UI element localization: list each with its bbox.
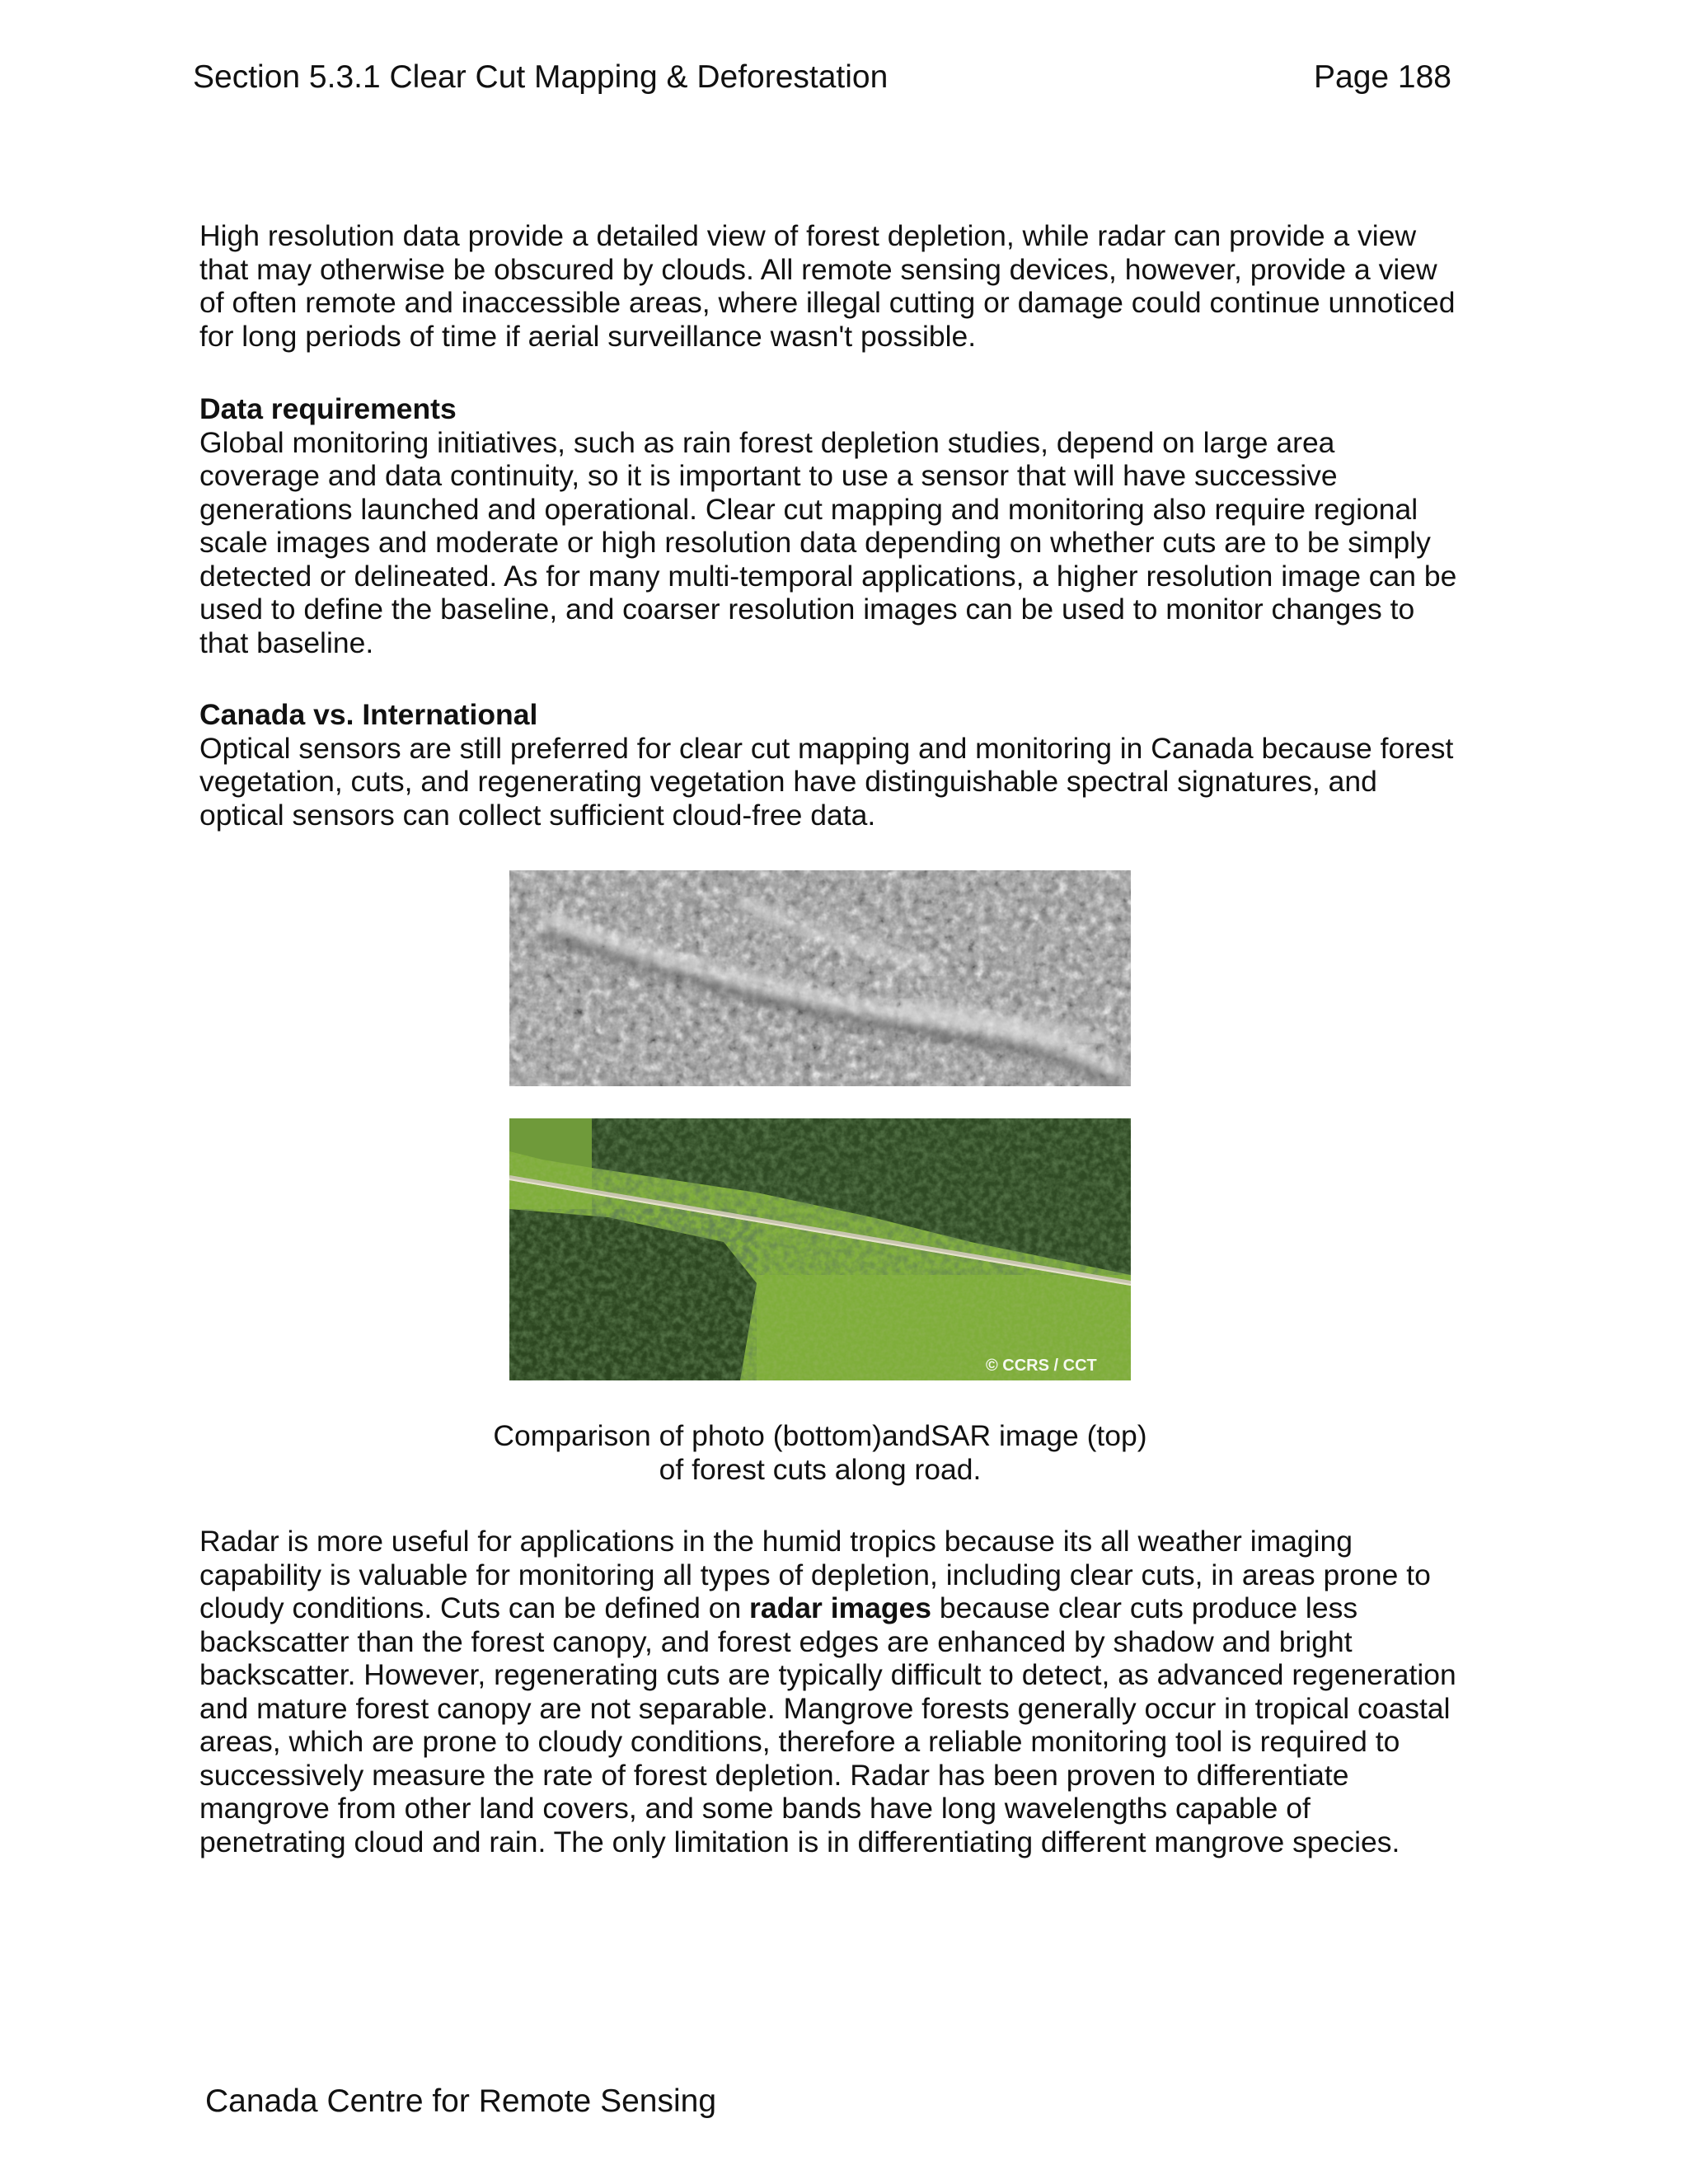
radar-text-before: Radar is more useful for applications in the humid tropics because its all weather imaging capability is valuable for monitoring all types of depletion, including clear cuts, in areas prone to cloudy conditions. Cuts can be defined on — [199, 1525, 1431, 1624]
canada-international-paragraph: Optical sensors are still preferred for clear cut mapping and monitoring in Canada because forest vegetation, cuts, and regenerating vegetation have distinguishable spectral signatures, and optical sensors can collect sufficient cloud-free data. — [199, 731, 1454, 832]
data-requirements-heading: Data requirements — [199, 392, 457, 425]
photo-credit: © CCRS / CCT — [986, 1357, 1097, 1375]
page-number: Page 188 — [1314, 59, 1451, 95]
aerial-photo — [509, 1118, 1131, 1380]
section-title: Section 5.3.1 Clear Cut Mapping & Deforestation — [193, 59, 889, 95]
figure-caption-line-2: of forest cuts along road. — [659, 1452, 982, 1486]
canada-international-heading: Canada vs. International — [199, 698, 538, 731]
data-requirements-section — [199, 392, 1461, 659]
intro-paragraph: High resolution data provide a detailed view of forest depletion, while radar can provide a view that may otherwise be obscured by clouds. All remote sensing devices, however, provide a view of often remote and inaccessible areas, where illegal cutting or damage could continue unnoticed for long periods of time if aerial surveillance wasn't possible. — [199, 219, 1456, 353]
figure-caption-line-1: Comparison of photo (bottom)andSAR image (top) — [493, 1419, 1147, 1452]
radar-paragraph — [199, 1525, 1461, 1858]
canada-international-section — [199, 698, 1461, 832]
data-requirements-paragraph: Global monitoring initiatives, such as rain forest depletion studies, depend on large area coverage and data continuity, so it is important to use a sensor that will have successive generations launched and operational. Clear cut mapping and monitoring also require regional scale images and moderate or high resolution data depending on whether cuts are to be simply detected or delineated. As for many multi-temporal applications, a higher resolution image can be used to define the baseline, and coarser resolution images can be used to monitor changes to that baseline. — [199, 425, 1457, 659]
radar-images-term: radar images — [749, 1591, 932, 1624]
radar-text-after: because clear cuts produce less backscatter than the forest canopy, and forest edges are enhanced by shadow and bright backscatter. However, regenerating cuts are typically difficult to detect, as advanced regeneration and mature forest canopy are not separable. Mangrove forests generally occur in tropical coastal areas, which are prone to cloudy conditions, therefore a reliable monitoring tool is required to successively measure the rate of forest depletion. Radar has been proven to differentiate mangrove from other land covers, and some bands have long wavelengths capable of penetrating cloud and rain. The only limitation is in differentiating different mangrove species. — [199, 1591, 1456, 1858]
footer-organization: Canada Centre for Remote Sensing — [205, 2083, 717, 2119]
sar-image — [509, 870, 1131, 1086]
figure-caption — [404, 1419, 1236, 1486]
